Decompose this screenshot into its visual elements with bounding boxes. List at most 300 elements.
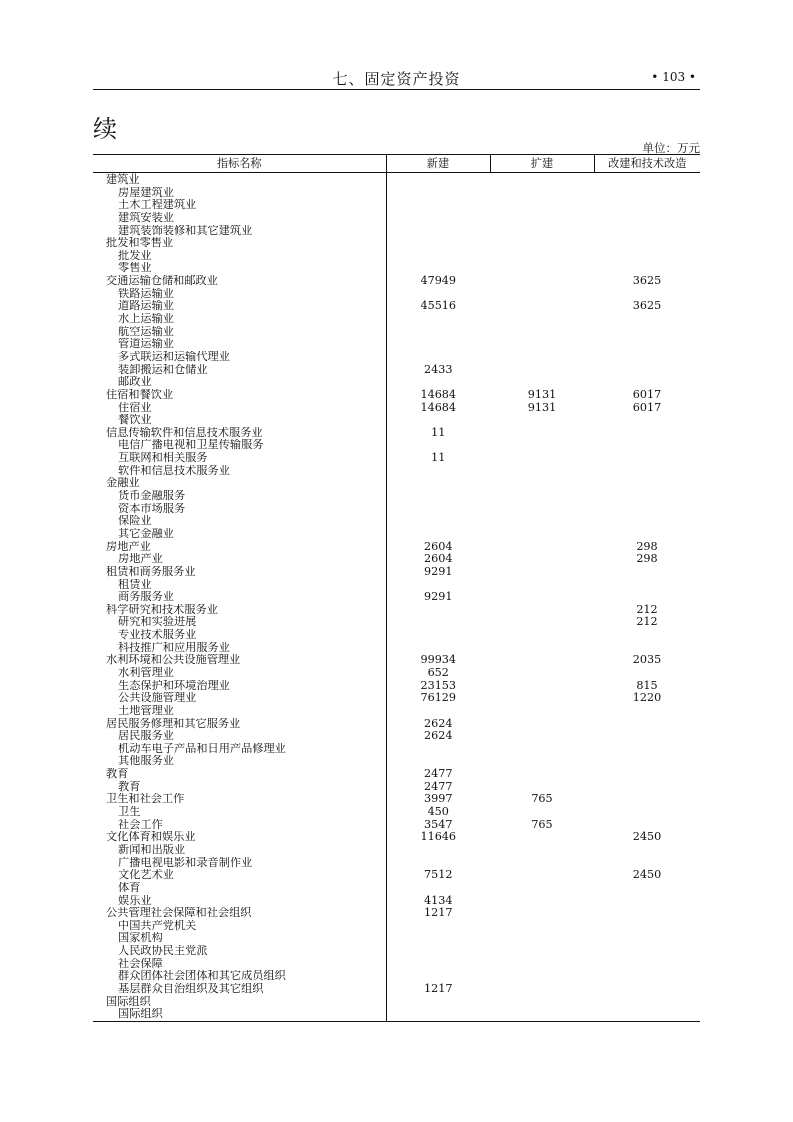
row-value-renovate (594, 591, 700, 604)
row-value-new (386, 439, 490, 452)
row-indicator-name: 餐饮业 (118, 414, 152, 427)
row-value-new: 9291 (386, 591, 490, 604)
row-value-renovate (594, 781, 700, 794)
row-value-expand (490, 250, 594, 263)
row-value-renovate (594, 857, 700, 870)
table-row (93, 869, 700, 882)
row-indicator-name: 生态保护和环境治理业 (118, 679, 230, 692)
table-row (93, 212, 700, 225)
row-value-expand (490, 326, 594, 339)
row-indicator-name: 居民服务业 (118, 730, 174, 743)
row-value-new (386, 958, 490, 971)
row-value-renovate (594, 566, 700, 579)
table-row (93, 591, 700, 604)
row-value-renovate: 3625 (632, 300, 662, 313)
row-indicator-name: 资本市场服务 (118, 502, 186, 515)
row-value-expand (490, 755, 594, 768)
row-value-expand (490, 262, 594, 275)
row-indicator-name: 装卸搬运和仓储业 (118, 363, 208, 376)
row-value-new (386, 932, 490, 945)
table-row (93, 313, 700, 326)
row-value-new (386, 755, 490, 768)
row-value-renovate (594, 364, 700, 377)
row-value-new (386, 515, 490, 528)
row-value-renovate (594, 629, 700, 642)
row-indicator-name: 航空运输业 (118, 325, 174, 338)
row-value-expand (490, 225, 594, 238)
table-row (93, 288, 700, 301)
row-value-renovate: 2450 (632, 869, 662, 882)
row-value-new (386, 490, 490, 503)
row-value-expand (490, 528, 594, 541)
row-value-new: 2604 (386, 553, 490, 566)
row-value-renovate: 1220 (632, 692, 662, 705)
row-value-new: 45516 (386, 300, 490, 313)
row-value-expand (490, 743, 594, 756)
row-value-new (386, 338, 490, 351)
row-value-expand (490, 629, 594, 642)
table-row (93, 338, 700, 351)
row-value-expand (490, 983, 594, 996)
table-row (93, 237, 700, 250)
row-indicator-name: 体育 (118, 881, 141, 894)
row-indicator-name: 房地产业 (118, 553, 163, 566)
column-header-new: 新建 (386, 155, 490, 173)
row-value-new: 47949 (386, 275, 490, 288)
row-value-renovate: 815 (636, 679, 658, 692)
row-indicator-name: 文化艺术业 (118, 869, 174, 882)
section-title: 七、固定资产投资 (332, 70, 461, 88)
table-row (93, 503, 700, 516)
row-value-new: 2477 (386, 781, 490, 794)
row-value-renovate (594, 667, 700, 680)
row-value-expand (490, 882, 594, 895)
row-indicator-name: 电信广播电视和卫星传输服务 (118, 439, 264, 452)
table-row (93, 819, 700, 832)
row-value-new: 11 (386, 452, 490, 465)
row-indicator-name: 机动车电子产品和日用产品修理业 (118, 742, 286, 755)
row-indicator-name: 建筑装饰装修和其它建筑业 (118, 224, 253, 237)
table-row (93, 402, 700, 415)
row-indicator-name: 道路运输业 (118, 300, 174, 313)
table-row (93, 579, 700, 592)
column-header-renovate: 改建和技术改造 (594, 155, 700, 173)
row-value-expand: 9131 (527, 401, 557, 414)
table-row (93, 553, 700, 566)
table-row (93, 604, 700, 617)
row-value-renovate (594, 705, 700, 718)
row-value-renovate (594, 806, 700, 819)
row-value-renovate: 2035 (632, 654, 662, 667)
row-value-renovate: 298 (636, 540, 658, 553)
row-value-renovate (594, 1008, 700, 1021)
table-row (93, 970, 700, 983)
table-row (93, 983, 700, 996)
row-value-new (386, 970, 490, 983)
row-indicator-name: 基层群众自治组织及其它组织 (118, 983, 264, 995)
table-row (93, 920, 700, 933)
row-value-new: 1217 (386, 907, 490, 920)
row-indicator-name: 国际组织 (93, 1008, 386, 1021)
row-value-new: 3547 (386, 819, 490, 832)
table-row (93, 427, 700, 440)
row-value-new (386, 1008, 490, 1021)
row-indicator-name: 科技推广和应用服务业 (118, 641, 230, 654)
row-value-expand (490, 642, 594, 655)
row-value-expand (490, 212, 594, 225)
table-row (93, 857, 700, 870)
row-value-expand (490, 173, 594, 187)
row-indicator-name: 信息传输软件和信息技术服务业 (106, 426, 263, 439)
row-indicator-name: 国际组织 (106, 995, 151, 1008)
row-value-renovate: 212 (636, 616, 658, 629)
row-value-new (386, 844, 490, 857)
row-indicator-name: 金融业 (106, 477, 140, 490)
row-value-new: 652 (386, 667, 490, 680)
table-row (93, 831, 700, 844)
row-indicator-name: 住宿业 (118, 401, 152, 414)
row-indicator-name: 商务服务业 (118, 591, 174, 604)
row-value-renovate (594, 920, 700, 933)
table-row (93, 490, 700, 503)
row-value-renovate (594, 932, 700, 945)
row-value-expand (490, 730, 594, 743)
row-value-renovate (594, 212, 700, 225)
row-indicator-name: 水利管理业 (118, 666, 174, 679)
row-value-expand (490, 654, 594, 667)
row-value-new (386, 212, 490, 225)
row-indicator-name: 公共管理社会保障和社会组织 (106, 907, 252, 920)
row-value-expand (490, 566, 594, 579)
row-value-new: 23153 (386, 680, 490, 693)
row-value-new (386, 465, 490, 478)
column-header-expand: 扩建 (490, 155, 594, 173)
continuation-title: 续 (93, 115, 117, 143)
row-indicator-name: 卫生 (118, 806, 141, 819)
row-value-expand (490, 427, 594, 440)
row-indicator-name: 管道运输业 (118, 338, 174, 351)
table-row (93, 705, 700, 718)
row-value-new (386, 262, 490, 275)
row-value-new (386, 920, 490, 933)
row-indicator-name: 群众团体社会团体和其它成员组织 (118, 970, 286, 983)
row-indicator-name: 土木工程建筑业 (118, 199, 197, 212)
table-row (93, 187, 700, 200)
row-value-renovate (594, 907, 700, 920)
row-indicator-name: 交通运输仓储和邮政业 (106, 275, 218, 288)
row-value-renovate (594, 250, 700, 263)
row-indicator-name: 租赁和商务服务业 (106, 565, 196, 578)
row-value-expand (490, 553, 594, 566)
row-value-expand (490, 439, 594, 452)
row-value-new (386, 528, 490, 541)
row-value-expand (490, 616, 594, 629)
row-indicator-name: 人民政协民主党派 (118, 945, 208, 958)
row-indicator-name: 软件和信息技术服务业 (118, 464, 230, 477)
table-row (93, 806, 700, 819)
row-value-renovate: 2450 (632, 831, 662, 844)
row-value-new (386, 743, 490, 756)
table-row (93, 629, 700, 642)
table-row (93, 173, 700, 187)
row-value-new (386, 945, 490, 958)
row-indicator-name: 公共设施管理业 (118, 692, 197, 705)
table-row (93, 781, 700, 794)
table-row (93, 945, 700, 958)
table-row (93, 680, 700, 693)
row-value-renovate (594, 376, 700, 389)
row-value-renovate (594, 262, 700, 275)
row-value-renovate (594, 793, 700, 806)
row-value-expand (490, 541, 594, 554)
row-value-expand (490, 667, 594, 680)
row-value-expand (490, 718, 594, 731)
table-row (93, 515, 700, 528)
table-row (93, 351, 700, 364)
row-indicator-name: 零售业 (118, 262, 152, 275)
table-row (93, 364, 700, 377)
row-value-renovate (594, 983, 700, 996)
table-row (93, 996, 700, 1009)
row-indicator-name: 广播电视电影和录音制作业 (118, 856, 253, 869)
row-indicator-name: 教育 (106, 768, 129, 781)
row-value-renovate (594, 326, 700, 339)
row-value-new: 99934 (386, 654, 490, 667)
row-value-renovate (594, 718, 700, 731)
row-value-new: 11646 (386, 831, 490, 844)
row-value-new: 7512 (386, 869, 490, 882)
row-value-expand (490, 945, 594, 958)
row-value-renovate (594, 427, 700, 440)
table-row (93, 743, 700, 756)
row-value-expand (490, 692, 594, 705)
row-value-expand (490, 187, 594, 200)
row-value-expand (490, 844, 594, 857)
row-value-expand (490, 490, 594, 503)
row-value-new: 2477 (386, 768, 490, 781)
row-value-new (386, 250, 490, 263)
row-value-expand (490, 288, 594, 301)
row-value-new (386, 579, 490, 592)
row-value-new (386, 604, 490, 617)
row-value-new: 14684 (386, 402, 490, 415)
row-value-new (386, 857, 490, 870)
row-value-new (386, 313, 490, 326)
row-indicator-name: 租赁业 (118, 578, 152, 591)
table-row (93, 465, 700, 478)
row-value-expand (490, 300, 594, 313)
row-indicator-name: 专业技术服务业 (118, 629, 197, 642)
table-row (93, 477, 700, 490)
row-value-new (386, 629, 490, 642)
row-value-renovate: 212 (636, 603, 658, 616)
table-row (93, 654, 700, 667)
row-value-expand (490, 831, 594, 844)
header-rule (93, 89, 700, 90)
row-value-expand (490, 869, 594, 882)
table-row (93, 895, 700, 908)
row-value-new (386, 503, 490, 516)
row-value-expand (490, 958, 594, 971)
row-value-new (386, 996, 490, 1009)
table-row (93, 389, 700, 402)
row-value-new: 2433 (386, 364, 490, 377)
row-value-expand (490, 604, 594, 617)
row-value-new (386, 477, 490, 490)
table-row (93, 326, 700, 339)
row-value-renovate (594, 882, 700, 895)
row-value-expand (490, 414, 594, 427)
row-value-renovate (594, 351, 700, 364)
row-value-new (386, 288, 490, 301)
row-indicator-name: 房地产业 (106, 540, 151, 553)
row-value-expand (490, 781, 594, 794)
row-value-new: 2624 (386, 718, 490, 731)
row-value-renovate (594, 173, 700, 187)
row-value-expand (490, 376, 594, 389)
table-row (93, 768, 700, 781)
row-value-renovate: 298 (636, 553, 658, 566)
row-value-renovate (594, 225, 700, 238)
row-value-renovate (594, 288, 700, 301)
row-value-new (386, 705, 490, 718)
row-indicator-name: 科学研究和技术服务业 (106, 603, 218, 616)
row-value-renovate (594, 996, 700, 1009)
table-row (93, 844, 700, 857)
row-indicator-name: 娱乐业 (118, 894, 152, 907)
row-indicator-name: 文化体育和娱乐业 (106, 831, 196, 844)
table-row (93, 262, 700, 275)
row-value-expand: 765 (531, 793, 553, 806)
row-value-renovate (594, 187, 700, 200)
row-indicator-name: 社会保障 (118, 957, 163, 970)
row-value-expand (490, 680, 594, 693)
row-indicator-name: 建筑业 (106, 173, 140, 186)
row-value-new: 4134 (386, 895, 490, 908)
row-value-renovate (594, 895, 700, 908)
row-value-renovate (594, 477, 700, 490)
row-value-new (386, 882, 490, 895)
row-value-renovate (594, 199, 700, 212)
row-value-renovate (594, 503, 700, 516)
row-value-expand (490, 199, 594, 212)
row-value-new: 11 (386, 427, 490, 440)
row-value-new (386, 173, 490, 187)
table-row (93, 275, 700, 288)
row-value-new: 14684 (386, 389, 490, 402)
row-value-expand (490, 806, 594, 819)
row-value-renovate (594, 945, 700, 958)
row-indicator-name: 卫生和社会工作 (106, 793, 185, 806)
row-value-renovate (594, 844, 700, 857)
row-value-expand (490, 895, 594, 908)
row-indicator-name: 水上运输业 (118, 313, 174, 326)
table-row (93, 439, 700, 452)
row-value-expand (490, 920, 594, 933)
row-indicator-name: 其他服务业 (118, 755, 174, 768)
row-value-new (386, 414, 490, 427)
row-indicator-name: 研究和实验进展 (118, 616, 197, 629)
row-value-new (386, 225, 490, 238)
row-value-new: 76129 (386, 692, 490, 705)
row-value-new: 2624 (386, 730, 490, 743)
row-value-expand (490, 452, 594, 465)
row-value-renovate (594, 730, 700, 743)
table-row (93, 793, 700, 806)
row-indicator-name: 教育 (118, 780, 141, 793)
table-row (93, 882, 700, 895)
table-row (93, 566, 700, 579)
row-value-new: 3997 (386, 793, 490, 806)
row-value-expand (490, 857, 594, 870)
row-value-renovate (594, 642, 700, 655)
table-row (93, 199, 700, 212)
table-row (93, 616, 700, 629)
row-indicator-name: 批发业 (118, 249, 152, 262)
row-value-expand (490, 579, 594, 592)
table-row (93, 958, 700, 971)
table-row (93, 300, 700, 313)
row-indicator-name: 保险业 (118, 515, 152, 528)
unit-label: 单位：万元 (642, 141, 700, 155)
row-value-renovate (594, 528, 700, 541)
row-value-renovate (594, 313, 700, 326)
row-value-new (386, 616, 490, 629)
row-value-renovate (594, 515, 700, 528)
row-value-expand (490, 313, 594, 326)
row-value-expand (490, 970, 594, 983)
row-value-renovate (594, 338, 700, 351)
row-indicator-name: 居民服务修理和其它服务业 (106, 717, 241, 730)
row-value-renovate (594, 768, 700, 781)
column-header-name: 指标名称 (93, 155, 386, 173)
table-row (93, 718, 700, 731)
row-value-expand (490, 705, 594, 718)
row-value-renovate (594, 452, 700, 465)
row-value-expand (490, 591, 594, 604)
row-indicator-name: 多式联运和运输代理业 (118, 350, 230, 363)
row-value-new: 2604 (386, 541, 490, 554)
row-indicator-name: 邮政业 (118, 376, 152, 389)
table-body (93, 173, 700, 1022)
row-indicator-name: 水利环境和公共设施管理业 (106, 654, 241, 667)
row-value-new: 1217 (386, 983, 490, 996)
table-row (93, 452, 700, 465)
row-value-expand (490, 1008, 594, 1021)
table-row (93, 541, 700, 554)
table-row (93, 755, 700, 768)
row-value-renovate (594, 465, 700, 478)
row-value-expand: 9131 (527, 388, 557, 401)
row-value-expand (490, 503, 594, 516)
row-value-new: 450 (386, 806, 490, 819)
row-value-renovate (594, 743, 700, 756)
table-row (93, 642, 700, 655)
row-value-new (386, 326, 490, 339)
row-value-renovate (594, 490, 700, 503)
row-value-renovate (594, 414, 700, 427)
row-indicator-name: 铁路运输业 (118, 287, 174, 300)
row-value-renovate (594, 819, 700, 832)
table-row (93, 250, 700, 263)
page-number: • 103 • (651, 70, 696, 84)
row-indicator-name: 社会工作 (118, 818, 163, 831)
row-value-expand (490, 237, 594, 250)
row-value-new (386, 237, 490, 250)
row-indicator-name: 国家机构 (118, 932, 163, 945)
row-value-renovate (594, 958, 700, 971)
row-value-new (386, 376, 490, 389)
